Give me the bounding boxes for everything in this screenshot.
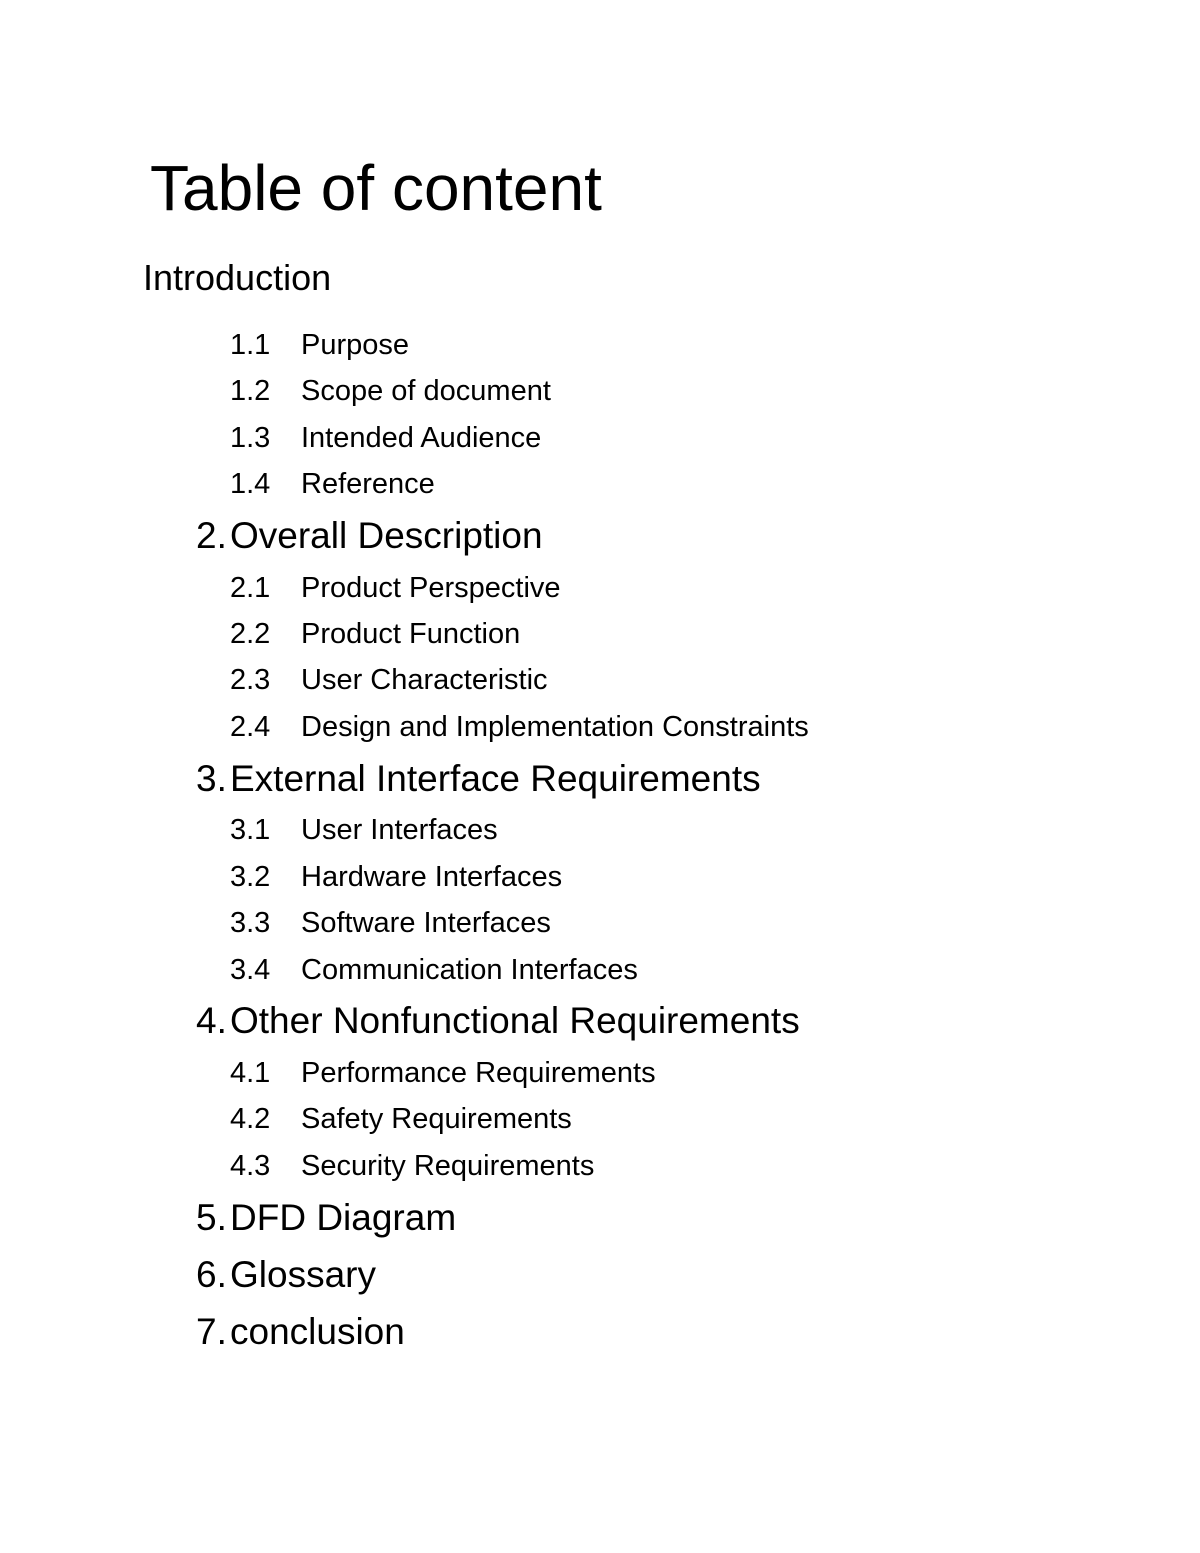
- toc-section-label: Glossary: [230, 1254, 376, 1295]
- toc-section-label: conclusion: [230, 1311, 405, 1352]
- toc-subitem-label: Software Interfaces: [301, 907, 551, 939]
- toc-subitem-label: Purpose: [301, 329, 410, 361]
- toc-subitem-label: Product Perspective: [301, 572, 561, 604]
- toc-section-number: 4.: [196, 1000, 227, 1041]
- toc-section-label: External Interface Requirements: [230, 758, 761, 799]
- page-title: Table of content: [150, 152, 602, 224]
- toc-subitem-number: 4.1: [230, 1057, 271, 1089]
- toc-subitem-number: 1.2: [230, 375, 271, 407]
- toc-subitem-number: 4.2: [230, 1103, 271, 1135]
- toc-subitem-number: 3.4: [230, 954, 271, 986]
- toc-section-number: 3.: [196, 758, 227, 799]
- toc-subitem-label: Hardware Interfaces: [301, 861, 563, 893]
- intro-heading: Introduction: [143, 257, 332, 298]
- toc-section-label: Other Nonfunctional Requirements: [230, 1000, 800, 1041]
- toc-section-number: 7.: [196, 1311, 227, 1352]
- toc-subitem-label: Scope of document: [301, 375, 551, 407]
- toc-subitem-number: 2.2: [230, 618, 271, 650]
- toc-subitem-label: Performance Requirements: [301, 1057, 656, 1089]
- toc-subitem-number: 3.3: [230, 907, 271, 939]
- toc-subitem-label: Product Function: [301, 618, 521, 650]
- toc-subitem-number: 2.4: [230, 711, 271, 743]
- toc-subitem-label: Communication Interfaces: [301, 954, 638, 986]
- toc-subitem-number: 1.3: [230, 422, 271, 454]
- toc-section-label: Overall Description: [230, 515, 543, 556]
- toc-subitem-number: 2.1: [230, 572, 271, 604]
- toc-subitem-number: 2.3: [230, 664, 271, 696]
- toc-subitem-number: 3.2: [230, 861, 271, 893]
- toc-section-number: 2.: [196, 515, 227, 556]
- toc-subitem-number: 3.1: [230, 814, 271, 846]
- toc-subitem-label: User Characteristic: [301, 664, 548, 696]
- toc-section-number: 6.: [196, 1254, 227, 1295]
- toc-subitem-label: User Interfaces: [301, 814, 498, 846]
- toc-subitem-label: Intended Audience: [301, 422, 542, 454]
- toc-subitem-number: 1.4: [230, 468, 271, 500]
- toc-subitem-label: Security Requirements: [301, 1150, 595, 1182]
- toc-section-label: DFD Diagram: [230, 1197, 457, 1238]
- toc-subitem-label: Safety Requirements: [301, 1103, 572, 1135]
- toc-subitem-label: Design and Implementation Constraints: [301, 711, 809, 743]
- toc-subitem-number: 4.3: [230, 1150, 271, 1182]
- toc-subitem-label: Reference: [301, 468, 435, 500]
- toc-section-number: 5.: [196, 1197, 227, 1238]
- toc-subitem-number: 1.1: [230, 329, 271, 361]
